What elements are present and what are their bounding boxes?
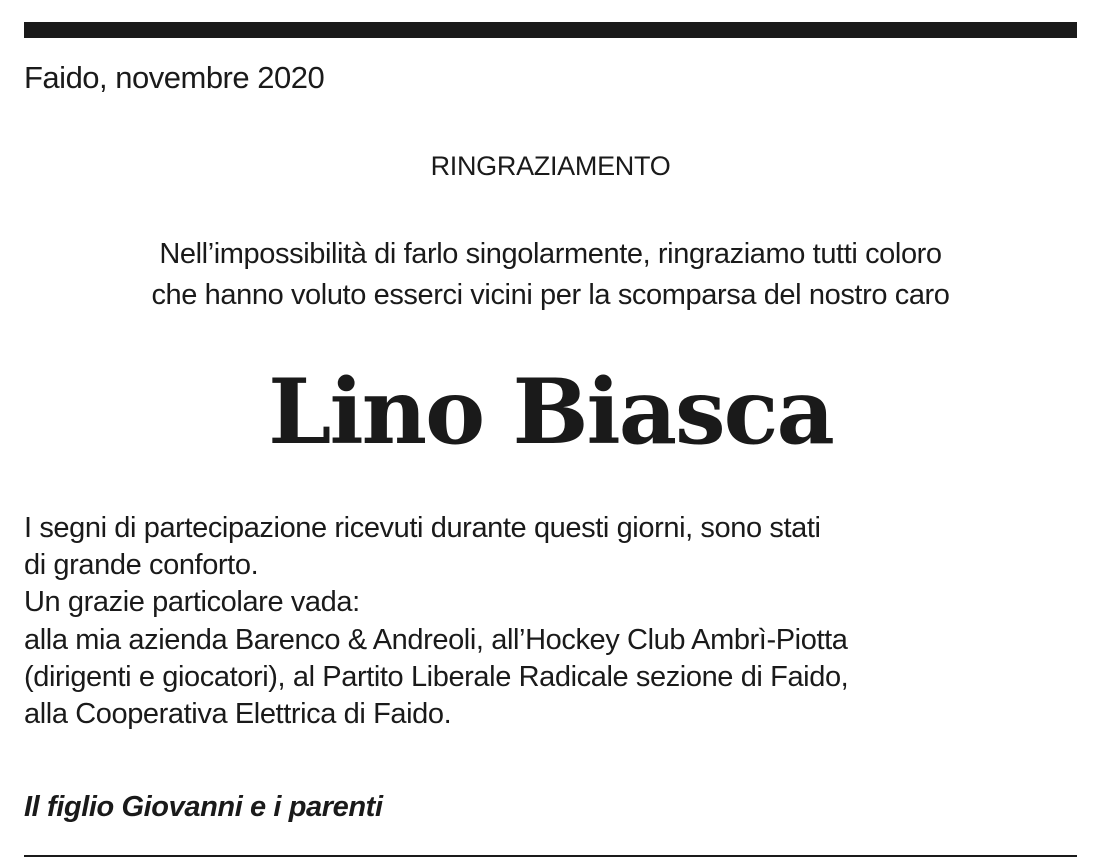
- body-line: (dirigenti e giocatori), al Partito Liberale Radicale sezione di Faido,: [24, 660, 849, 693]
- top-rule: [24, 22, 1077, 38]
- body-line: I segni di partecipazione ricevuti durante questi giorni, sono stati: [24, 512, 821, 544]
- deceased-name: Lino Biasca: [268, 359, 833, 465]
- signature: Il figlio Giovanni e i parenti: [24, 791, 383, 823]
- intro-line: Nell’impossibilità di farlo singolarmente, ringraziamo tutti coloro: [159, 238, 942, 270]
- body-line: alla mia azienda Barenco & Andreoli, all’Hockey Club Ambrì-Piotta: [24, 623, 848, 656]
- intro-line: che hanno voluto esserci vicini per la scomparsa del nostro caro: [151, 279, 950, 311]
- notice-heading: RINGRAZIAMENTO: [430, 151, 671, 181]
- body-line: di grande conforto.: [24, 549, 259, 582]
- body-line: alla Cooperativa Elettrica di Faido.: [24, 698, 452, 731]
- body-line: Un grazie particolare vada:: [24, 586, 360, 619]
- place-date: Faido, novembre 2020: [24, 60, 325, 95]
- intro-paragraph: [0, 234, 1101, 316]
- bottom-rule: [24, 855, 1077, 857]
- body-paragraph: [24, 510, 848, 733]
